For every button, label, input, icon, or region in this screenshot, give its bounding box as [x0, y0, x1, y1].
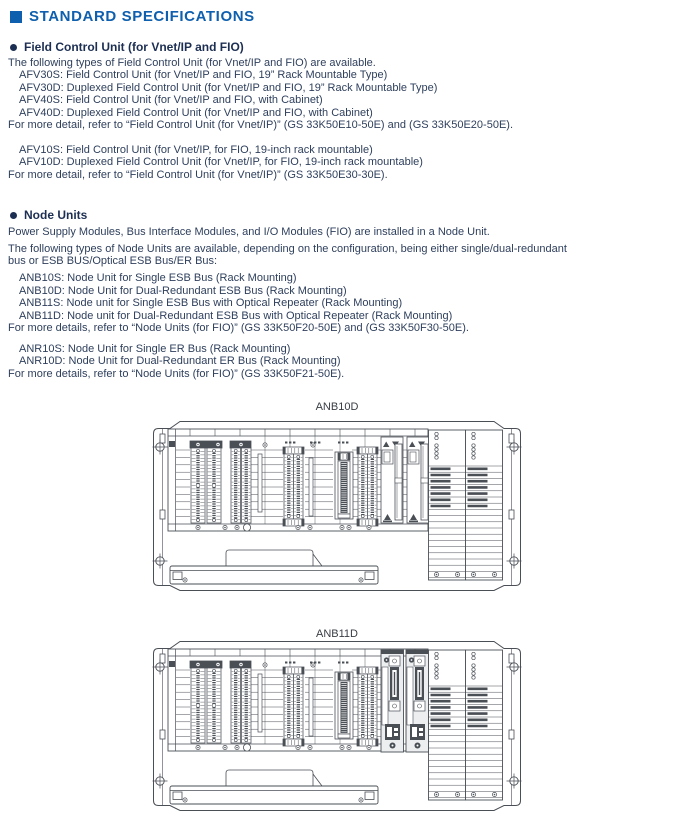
- fcu-intro: The following types of Field Control Unit (for Vnet/IP and FIO) are available.: [8, 57, 376, 69]
- node-unit-diagram-anb11d: [152, 640, 522, 812]
- fcu-model-list-1: [0, 69, 682, 119]
- section-heading-fcu: [10, 40, 682, 54]
- figure-anb10d: [0, 401, 682, 591]
- model-list-item: AFV10D: Duplexed Field Control Unit (for Vnet/IP, for FIO, 19-inch rack mountable): [19, 156, 423, 169]
- section-field-control-unit: [0, 40, 682, 181]
- section-heading-node-units-text: Node Units: [24, 208, 88, 223]
- model-list-item: AFV40D: Duplexed Field Control Unit (for Vnet/IP and FIO, with Cabinet): [19, 106, 373, 119]
- circle-bullet-icon: [10, 44, 17, 51]
- page-title: [10, 8, 682, 25]
- node-unit-diagram-anb10d: [152, 420, 522, 592]
- page-title-text: STANDARD SPECIFICATIONS: [29, 8, 255, 25]
- model-list-item: ANB10S: Node Unit for Single ESB Bus (Rack Mounting): [19, 272, 297, 285]
- intro-2-line-1: The following types of Node Units are available, depending on the configuration, being either single/dual-redundant: [8, 242, 567, 255]
- section-heading-fcu-text: Field Control Unit (for Vnet/IP and FIO): [24, 40, 244, 54]
- node-units-note-1: For more details, refer to “Node Units (for FIO)” (GS 33K50F20-50E) and (GS 33K50F30-50E).: [8, 322, 469, 335]
- section-node-units: [0, 208, 682, 380]
- node-units-intro-1: Power Supply Modules, Bus Interface Modules, and I/O Modules (FIO) are installed in a Node Unit.: [8, 226, 490, 239]
- node-units-intro-2: [8, 243, 682, 268]
- figure-anb11d: [0, 628, 682, 812]
- model-list-item: AFV30S: Field Control Unit (for Vnet/IP and FIO, 19” Rack Mountable Type): [19, 69, 388, 82]
- model-list-item: AFV30D: Duplexed Field Control Unit (for Vnet/IP and FIO, 19” Rack Mountable Type): [19, 81, 438, 94]
- model-list-item: ANB10D: Node Unit for Dual-Redundant ESB Bus (Rack Mounting): [19, 284, 347, 297]
- model-list-item: ANB11D: Node unit for Dual-Redundant ESB Bus with Optical Repeater (Rack Mounting): [19, 309, 453, 322]
- fcu-note-1: For more detail, refer to “Field Control Unit (for Vnet/IP)” (GS 33K50E10-50E) and (GS 33K50E20-50E).: [8, 119, 514, 132]
- intro-2-line-2: bus or ESB BUS/Optical ESB Bus/ER Bus:: [8, 255, 218, 268]
- model-list-item: ANB11S: Node unit for Single ESB Bus with Optical Repeater (Rack Mounting): [19, 297, 403, 310]
- node-units-model-list-2: [0, 343, 682, 368]
- circle-bullet-icon: [10, 212, 17, 219]
- fcu-model-list-2: [0, 144, 682, 169]
- square-bullet-icon: [10, 11, 22, 23]
- fcu-note-2: For more detail, refer to “Field Control Unit (for Vnet/IP)” (GS 33K50E30-30E).: [8, 168, 388, 181]
- spec-document-page: [0, 8, 682, 825]
- model-list-item: AFV10S: Field Control Unit (for Vnet/IP, for FIO, 19-inch rack mountable): [19, 143, 373, 156]
- figure-label-anb10d: ANB10D: [315, 401, 359, 414]
- model-list-item: AFV40S: Field Control Unit (for Vnet/IP and FIO, with Cabinet): [19, 94, 323, 107]
- node-units-model-list-1: [0, 272, 682, 322]
- node-units-note-2: For more details, refer to “Node Units (for FIO)” (GS 33K50F21-50E).: [8, 367, 345, 380]
- figure-label-anb11d: ANB11D: [316, 627, 358, 640]
- section-heading-node-units: [10, 208, 682, 222]
- model-list-item: ANR10D: Node Unit for Dual-Redundant ER Bus (Rack Mounting): [19, 355, 341, 368]
- model-list-item: ANR10S: Node Unit for Single ER Bus (Rack Mounting): [19, 342, 291, 355]
